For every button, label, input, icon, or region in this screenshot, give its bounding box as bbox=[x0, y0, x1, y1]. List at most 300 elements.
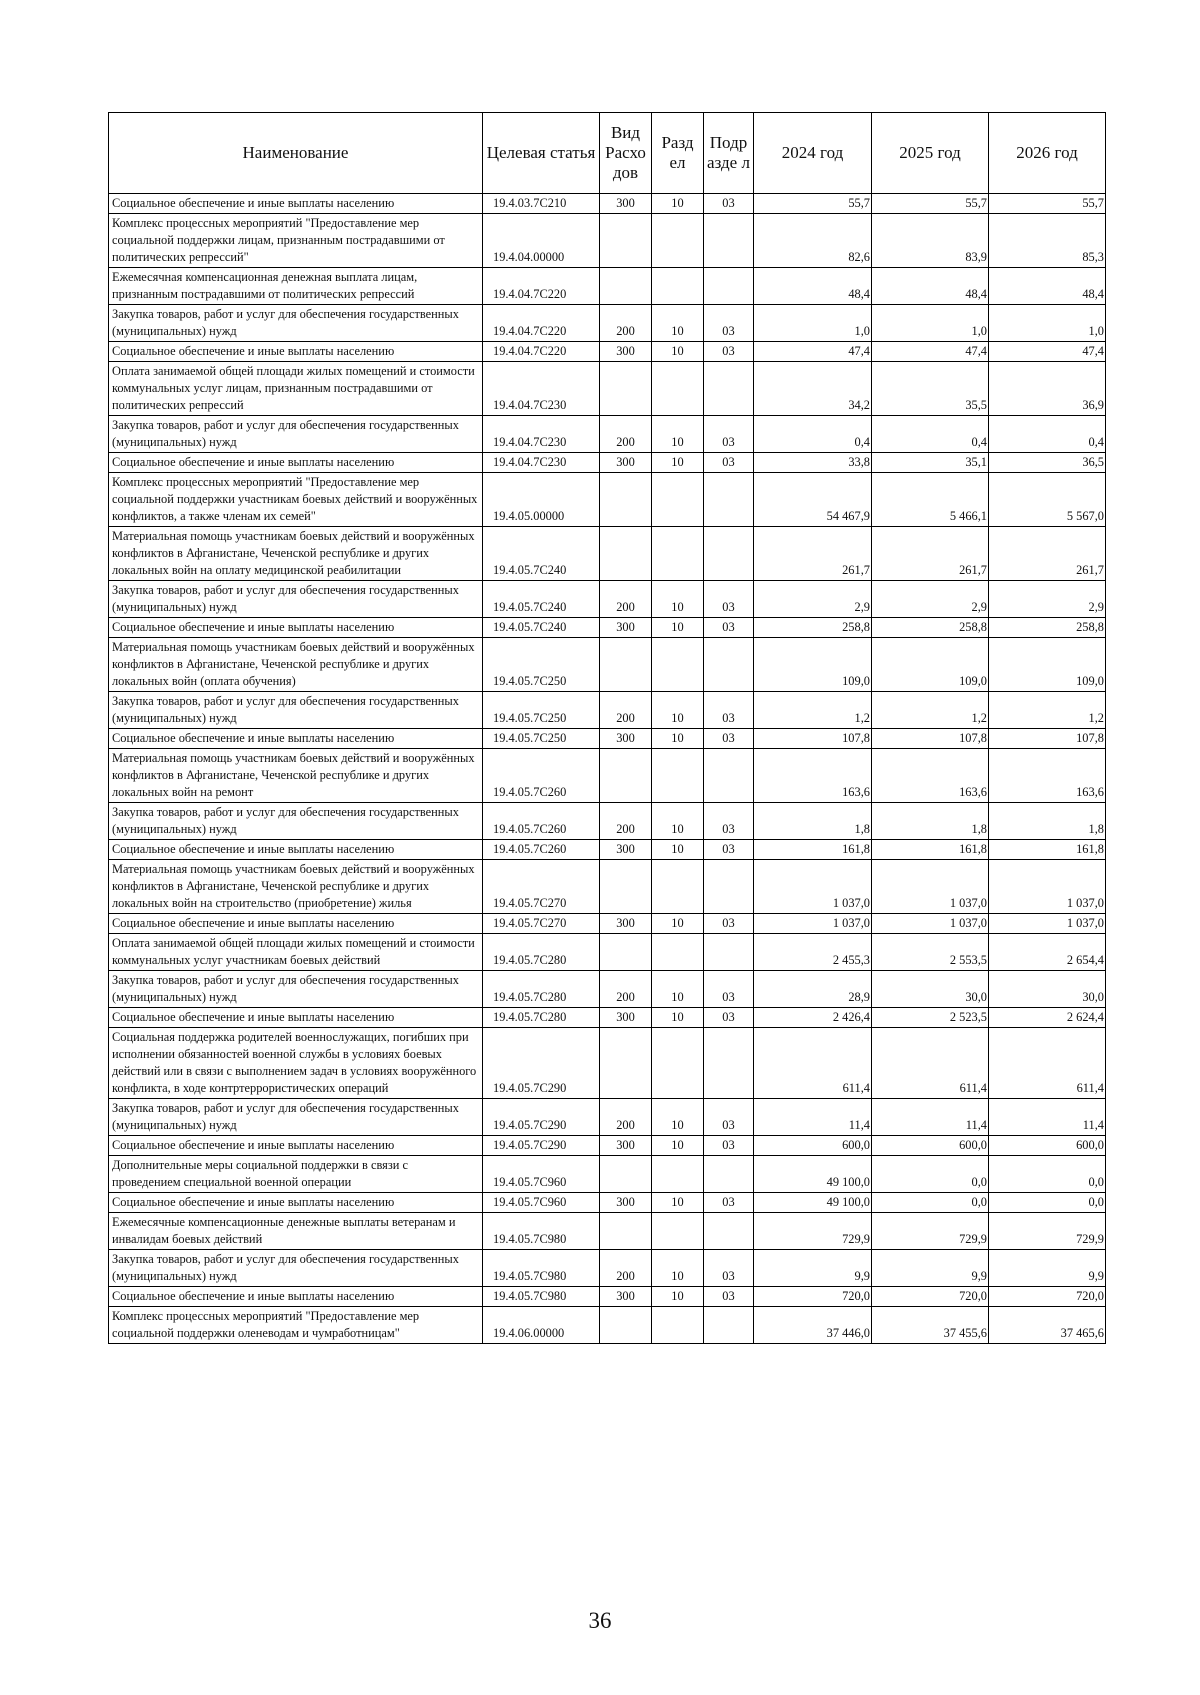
row-target-article: 19.4.05.7С260 bbox=[483, 749, 600, 803]
row-target-article: 19.4.05.7С280 bbox=[483, 934, 600, 971]
row-subsection: 03 bbox=[704, 729, 754, 749]
row-expense-type: 200 bbox=[600, 1099, 652, 1136]
row-expense-type bbox=[600, 1307, 652, 1344]
row-amount-2025: 2 553,5 bbox=[872, 934, 989, 971]
row-subsection: 03 bbox=[704, 692, 754, 729]
row-amount-2024: 34,2 bbox=[754, 362, 872, 416]
table-row bbox=[109, 342, 1106, 362]
row-section: 10 bbox=[652, 453, 704, 473]
table-row bbox=[109, 803, 1106, 840]
row-target-article: 19.4.04.00000 bbox=[483, 214, 600, 268]
row-amount-2024: 2 426,4 bbox=[754, 1008, 872, 1028]
row-amount-2026: 600,0 bbox=[989, 1136, 1106, 1156]
header-section: Разд ел bbox=[652, 113, 704, 194]
row-subsection: 03 bbox=[704, 416, 754, 453]
row-section bbox=[652, 473, 704, 527]
row-amount-2024: 54 467,9 bbox=[754, 473, 872, 527]
row-expense-type: 200 bbox=[600, 803, 652, 840]
row-amount-2026: 36,5 bbox=[989, 453, 1106, 473]
row-amount-2024: 1,8 bbox=[754, 803, 872, 840]
row-expense-type: 300 bbox=[600, 618, 652, 638]
row-amount-2026: 1,0 bbox=[989, 305, 1106, 342]
row-expense-type: 300 bbox=[600, 1136, 652, 1156]
row-expense-type bbox=[600, 860, 652, 914]
row-target-article: 19.4.05.7С270 bbox=[483, 914, 600, 934]
row-name: Социальное обеспечение и иные выплаты населению bbox=[109, 453, 483, 473]
row-amount-2026: 0,0 bbox=[989, 1193, 1106, 1213]
row-subsection bbox=[704, 1307, 754, 1344]
row-amount-2024: 107,8 bbox=[754, 729, 872, 749]
row-section: 10 bbox=[652, 342, 704, 362]
row-amount-2024: 48,4 bbox=[754, 268, 872, 305]
row-section: 10 bbox=[652, 1287, 704, 1307]
table-row bbox=[109, 971, 1106, 1008]
table-row bbox=[109, 268, 1106, 305]
row-amount-2026: 720,0 bbox=[989, 1287, 1106, 1307]
row-subsection bbox=[704, 860, 754, 914]
row-name: Закупка товаров, работ и услуг для обеспечения государственных (муниципальных) нужд bbox=[109, 416, 483, 453]
row-amount-2024: 37 446,0 bbox=[754, 1307, 872, 1344]
row-amount-2025: 1,8 bbox=[872, 803, 989, 840]
row-name: Социальное обеспечение и иные выплаты населению bbox=[109, 618, 483, 638]
row-amount-2025: 30,0 bbox=[872, 971, 989, 1008]
row-name: Комплекс процессных мероприятий "Предоставление мер социальной поддержки лицам, признанным пострадавшими от политических репрессий" bbox=[109, 214, 483, 268]
row-expense-type: 300 bbox=[600, 1193, 652, 1213]
row-expense-type bbox=[600, 362, 652, 416]
row-amount-2024: 1 037,0 bbox=[754, 914, 872, 934]
budget-table bbox=[108, 112, 1106, 1344]
row-target-article: 19.4.05.7С240 bbox=[483, 581, 600, 618]
row-amount-2026: 0,0 bbox=[989, 1156, 1106, 1193]
row-section: 10 bbox=[652, 840, 704, 860]
row-section bbox=[652, 860, 704, 914]
row-name: Оплата занимаемой общей площади жилых помещений и стоимости коммунальных услуг лицам, признанным пострадавшими от политических репрессий bbox=[109, 362, 483, 416]
header-year-2025: 2025 год bbox=[872, 113, 989, 194]
row-target-article: 19.4.05.7С270 bbox=[483, 860, 600, 914]
row-name: Социальное обеспечение и иные выплаты населению bbox=[109, 914, 483, 934]
row-amount-2026: 0,4 bbox=[989, 416, 1106, 453]
row-amount-2024: 55,7 bbox=[754, 194, 872, 214]
row-amount-2026: 1 037,0 bbox=[989, 914, 1106, 934]
row-name: Социальное обеспечение и иные выплаты населению bbox=[109, 840, 483, 860]
row-amount-2026: 37 465,6 bbox=[989, 1307, 1106, 1344]
table-row bbox=[109, 860, 1106, 914]
row-expense-type bbox=[600, 527, 652, 581]
table-row bbox=[109, 453, 1106, 473]
table-row bbox=[109, 305, 1106, 342]
table-row bbox=[109, 1008, 1106, 1028]
row-expense-type: 300 bbox=[600, 194, 652, 214]
row-amount-2024: 11,4 bbox=[754, 1099, 872, 1136]
row-amount-2026: 261,7 bbox=[989, 527, 1106, 581]
row-amount-2025: 83,9 bbox=[872, 214, 989, 268]
row-amount-2025: 1 037,0 bbox=[872, 860, 989, 914]
row-target-article: 19.4.05.00000 bbox=[483, 473, 600, 527]
row-name: Социальное обеспечение и иные выплаты населению bbox=[109, 1287, 483, 1307]
table-row bbox=[109, 1156, 1106, 1193]
row-expense-type bbox=[600, 1213, 652, 1250]
table-row bbox=[109, 914, 1106, 934]
row-amount-2025: 161,8 bbox=[872, 840, 989, 860]
row-amount-2026: 48,4 bbox=[989, 268, 1106, 305]
row-amount-2025: 35,5 bbox=[872, 362, 989, 416]
row-amount-2026: 1,8 bbox=[989, 803, 1106, 840]
table-row bbox=[109, 1213, 1106, 1250]
table-row bbox=[109, 638, 1106, 692]
row-amount-2026: 9,9 bbox=[989, 1250, 1106, 1287]
row-target-article: 19.4.04.7С230 bbox=[483, 453, 600, 473]
row-subsection bbox=[704, 1213, 754, 1250]
table-row bbox=[109, 581, 1106, 618]
row-expense-type bbox=[600, 214, 652, 268]
row-amount-2025: 35,1 bbox=[872, 453, 989, 473]
row-amount-2026: 47,4 bbox=[989, 342, 1106, 362]
row-section: 10 bbox=[652, 416, 704, 453]
table-row bbox=[109, 840, 1106, 860]
row-subsection: 03 bbox=[704, 453, 754, 473]
row-amount-2024: 2,9 bbox=[754, 581, 872, 618]
row-expense-type: 200 bbox=[600, 692, 652, 729]
row-amount-2024: 2 455,3 bbox=[754, 934, 872, 971]
row-amount-2026: 611,4 bbox=[989, 1028, 1106, 1099]
table-row bbox=[109, 1136, 1106, 1156]
row-section: 10 bbox=[652, 971, 704, 1008]
row-subsection bbox=[704, 934, 754, 971]
row-amount-2025: 1,2 bbox=[872, 692, 989, 729]
row-section: 10 bbox=[652, 1099, 704, 1136]
row-amount-2026: 109,0 bbox=[989, 638, 1106, 692]
row-section: 10 bbox=[652, 1193, 704, 1213]
row-name: Социальное обеспечение и иные выплаты населению bbox=[109, 342, 483, 362]
row-name: Материальная помощь участникам боевых действий и вооружённых конфликтов в Афганистане, Чеченской республике и других локальных войн (оплата обучения) bbox=[109, 638, 483, 692]
row-subsection bbox=[704, 1028, 754, 1099]
row-amount-2026: 2,9 bbox=[989, 581, 1106, 618]
table-row bbox=[109, 1193, 1106, 1213]
header-subsection: Подр азде л bbox=[704, 113, 754, 194]
table-row bbox=[109, 1307, 1106, 1344]
row-subsection bbox=[704, 214, 754, 268]
row-amount-2024: 9,9 bbox=[754, 1250, 872, 1287]
row-expense-type bbox=[600, 473, 652, 527]
row-section: 10 bbox=[652, 194, 704, 214]
row-amount-2025: 0,0 bbox=[872, 1193, 989, 1213]
row-section bbox=[652, 934, 704, 971]
row-name: Закупка товаров, работ и услуг для обеспечения государственных (муниципальных) нужд bbox=[109, 803, 483, 840]
row-subsection bbox=[704, 527, 754, 581]
row-name: Социальное обеспечение и иные выплаты населению bbox=[109, 729, 483, 749]
row-name: Материальная помощь участникам боевых действий и вооружённых конфликтов в Афганистане, Чеченской республике и других локальных войн на строительство (приобретение) жилья bbox=[109, 860, 483, 914]
row-name: Закупка товаров, работ и услуг для обеспечения государственных (муниципальных) нужд bbox=[109, 1250, 483, 1287]
row-amount-2025: 9,9 bbox=[872, 1250, 989, 1287]
row-amount-2025: 1,0 bbox=[872, 305, 989, 342]
row-expense-type: 300 bbox=[600, 914, 652, 934]
row-amount-2024: 47,4 bbox=[754, 342, 872, 362]
row-amount-2025: 5 466,1 bbox=[872, 473, 989, 527]
table-row bbox=[109, 934, 1106, 971]
row-target-article: 19.4.05.7С240 bbox=[483, 527, 600, 581]
row-target-article: 19.4.04.7С230 bbox=[483, 416, 600, 453]
row-section bbox=[652, 638, 704, 692]
row-name: Закупка товаров, работ и услуг для обеспечения государственных (муниципальных) нужд bbox=[109, 305, 483, 342]
row-name: Закупка товаров, работ и услуг для обеспечения государственных (муниципальных) нужд bbox=[109, 581, 483, 618]
row-section: 10 bbox=[652, 1250, 704, 1287]
row-expense-type: 300 bbox=[600, 1008, 652, 1028]
row-target-article: 19.4.05.7С960 bbox=[483, 1156, 600, 1193]
row-target-article: 19.4.05.7С980 bbox=[483, 1213, 600, 1250]
row-expense-type bbox=[600, 1028, 652, 1099]
row-target-article: 19.4.05.7С250 bbox=[483, 638, 600, 692]
row-section: 10 bbox=[652, 803, 704, 840]
table-row bbox=[109, 618, 1106, 638]
table-row bbox=[109, 749, 1106, 803]
row-subsection: 03 bbox=[704, 1250, 754, 1287]
row-amount-2024: 720,0 bbox=[754, 1287, 872, 1307]
row-name: Закупка товаров, работ и услуг для обеспечения государственных (муниципальных) нужд bbox=[109, 692, 483, 729]
row-amount-2025: 107,8 bbox=[872, 729, 989, 749]
row-subsection bbox=[704, 473, 754, 527]
row-expense-type bbox=[600, 934, 652, 971]
row-target-article: 19.4.05.7С250 bbox=[483, 729, 600, 749]
table-row bbox=[109, 729, 1106, 749]
row-amount-2026: 163,6 bbox=[989, 749, 1106, 803]
row-amount-2025: 0,0 bbox=[872, 1156, 989, 1193]
row-amount-2024: 49 100,0 bbox=[754, 1156, 872, 1193]
header-expense-type: Вид Расхо дов bbox=[600, 113, 652, 194]
row-name: Оплата занимаемой общей площади жилых помещений и стоимости коммунальных услуг участникам боевых действий bbox=[109, 934, 483, 971]
row-amount-2025: 720,0 bbox=[872, 1287, 989, 1307]
row-name: Социальное обеспечение и иные выплаты населению bbox=[109, 1193, 483, 1213]
table-body bbox=[109, 194, 1106, 1344]
row-name: Социальное обеспечение и иные выплаты населению bbox=[109, 1136, 483, 1156]
table-row bbox=[109, 692, 1106, 729]
row-name: Закупка товаров, работ и услуг для обеспечения государственных (муниципальных) нужд bbox=[109, 971, 483, 1008]
row-subsection: 03 bbox=[704, 581, 754, 618]
row-subsection: 03 bbox=[704, 1287, 754, 1307]
row-name: Материальная помощь участникам боевых действий и вооружённых конфликтов в Афганистане, Чеченской республике и других локальных войн на ремонт bbox=[109, 749, 483, 803]
row-target-article: 19.4.05.7С980 bbox=[483, 1287, 600, 1307]
row-target-article: 19.4.05.7С250 bbox=[483, 692, 600, 729]
row-section bbox=[652, 268, 704, 305]
row-expense-type: 300 bbox=[600, 729, 652, 749]
row-amount-2026: 1,2 bbox=[989, 692, 1106, 729]
row-amount-2026: 85,3 bbox=[989, 214, 1106, 268]
row-expense-type: 200 bbox=[600, 1250, 652, 1287]
row-amount-2026: 161,8 bbox=[989, 840, 1106, 860]
row-amount-2026: 107,8 bbox=[989, 729, 1106, 749]
row-target-article: 19.4.03.7С210 bbox=[483, 194, 600, 214]
header-year-2024: 2024 год bbox=[754, 113, 872, 194]
row-subsection: 03 bbox=[704, 342, 754, 362]
row-amount-2024: 0,4 bbox=[754, 416, 872, 453]
header-name: Наименование bbox=[109, 113, 483, 194]
row-target-article: 19.4.05.7С960 bbox=[483, 1193, 600, 1213]
row-subsection bbox=[704, 1156, 754, 1193]
row-amount-2024: 1,2 bbox=[754, 692, 872, 729]
row-section: 10 bbox=[652, 618, 704, 638]
row-section: 10 bbox=[652, 1008, 704, 1028]
row-subsection: 03 bbox=[704, 1099, 754, 1136]
row-amount-2024: 1,0 bbox=[754, 305, 872, 342]
table-row bbox=[109, 416, 1106, 453]
page-number: 36 bbox=[588, 1608, 612, 1633]
row-target-article: 19.4.04.7С220 bbox=[483, 268, 600, 305]
row-subsection: 03 bbox=[704, 305, 754, 342]
row-name: Социальное обеспечение и иные выплаты населению bbox=[109, 1008, 483, 1028]
row-amount-2025: 2 523,5 bbox=[872, 1008, 989, 1028]
row-name: Комплекс процессных мероприятий "Предоставление мер социальной поддержки оленеводам и чумработницам" bbox=[109, 1307, 483, 1344]
row-amount-2025: 11,4 bbox=[872, 1099, 989, 1136]
row-amount-2024: 49 100,0 bbox=[754, 1193, 872, 1213]
row-amount-2025: 729,9 bbox=[872, 1213, 989, 1250]
row-amount-2024: 33,8 bbox=[754, 453, 872, 473]
row-amount-2025: 0,4 bbox=[872, 416, 989, 453]
row-subsection: 03 bbox=[704, 914, 754, 934]
row-section: 10 bbox=[652, 692, 704, 729]
table-row bbox=[109, 527, 1106, 581]
row-target-article: 19.4.06.00000 bbox=[483, 1307, 600, 1344]
row-subsection bbox=[704, 749, 754, 803]
row-name: Социальная поддержка родителей военнослужащих, погибших при исполнении обязанностей военной службы в условиях боевых действий или в связи с выполнением задач в условиях вооружённого конфликта, в ходе контртеррористических операций bbox=[109, 1028, 483, 1099]
row-amount-2024: 729,9 bbox=[754, 1213, 872, 1250]
row-expense-type: 300 bbox=[600, 1287, 652, 1307]
row-section bbox=[652, 527, 704, 581]
row-expense-type bbox=[600, 268, 652, 305]
row-subsection: 03 bbox=[704, 194, 754, 214]
row-amount-2024: 261,7 bbox=[754, 527, 872, 581]
row-amount-2026: 1 037,0 bbox=[989, 860, 1106, 914]
row-expense-type: 200 bbox=[600, 305, 652, 342]
table-row bbox=[109, 1287, 1106, 1307]
row-amount-2026: 5 567,0 bbox=[989, 473, 1106, 527]
row-name: Ежемесячные компенсационные денежные выплаты ветеранам и инвалидам боевых действий bbox=[109, 1213, 483, 1250]
row-name: Комплекс процессных мероприятий "Предоставление мер социальной поддержки участникам боевых действий и вооружённых конфликтов, а также членам их семей" bbox=[109, 473, 483, 527]
row-amount-2024: 611,4 bbox=[754, 1028, 872, 1099]
row-name: Дополнительные меры социальной поддержки в связи с проведением специальной военной операции bbox=[109, 1156, 483, 1193]
budget-sheet bbox=[108, 112, 1105, 1344]
row-expense-type: 300 bbox=[600, 453, 652, 473]
row-expense-type bbox=[600, 638, 652, 692]
table-header-row bbox=[109, 113, 1106, 194]
row-name: Закупка товаров, работ и услуг для обеспечения государственных (муниципальных) нужд bbox=[109, 1099, 483, 1136]
row-amount-2026: 2 654,4 bbox=[989, 934, 1106, 971]
table-row bbox=[109, 362, 1106, 416]
row-amount-2024: 600,0 bbox=[754, 1136, 872, 1156]
row-amount-2025: 109,0 bbox=[872, 638, 989, 692]
row-target-article: 19.4.04.7С230 bbox=[483, 362, 600, 416]
row-section: 10 bbox=[652, 1136, 704, 1156]
row-expense-type: 300 bbox=[600, 840, 652, 860]
row-amount-2026: 36,9 bbox=[989, 362, 1106, 416]
row-target-article: 19.4.05.7С290 bbox=[483, 1099, 600, 1136]
row-target-article: 19.4.04.7С220 bbox=[483, 342, 600, 362]
row-amount-2024: 258,8 bbox=[754, 618, 872, 638]
row-amount-2025: 37 455,6 bbox=[872, 1307, 989, 1344]
row-expense-type: 300 bbox=[600, 342, 652, 362]
row-expense-type: 200 bbox=[600, 416, 652, 453]
table-row bbox=[109, 473, 1106, 527]
table-row bbox=[109, 1099, 1106, 1136]
row-target-article: 19.4.05.7С290 bbox=[483, 1136, 600, 1156]
row-target-article: 19.4.05.7С260 bbox=[483, 803, 600, 840]
row-amount-2024: 82,6 bbox=[754, 214, 872, 268]
row-target-article: 19.4.05.7С280 bbox=[483, 971, 600, 1008]
row-amount-2026: 258,8 bbox=[989, 618, 1106, 638]
row-amount-2025: 47,4 bbox=[872, 342, 989, 362]
row-expense-type bbox=[600, 1156, 652, 1193]
row-name: Ежемесячная компенсационная денежная выплата лицам, признанным пострадавшими от политических репрессий bbox=[109, 268, 483, 305]
row-section: 10 bbox=[652, 729, 704, 749]
row-section: 10 bbox=[652, 581, 704, 618]
row-amount-2026: 55,7 bbox=[989, 194, 1106, 214]
row-target-article: 19.4.05.7С280 bbox=[483, 1008, 600, 1028]
row-subsection: 03 bbox=[704, 803, 754, 840]
row-amount-2026: 11,4 bbox=[989, 1099, 1106, 1136]
row-amount-2024: 28,9 bbox=[754, 971, 872, 1008]
row-amount-2025: 163,6 bbox=[872, 749, 989, 803]
row-target-article: 19.4.05.7С240 bbox=[483, 618, 600, 638]
row-amount-2024: 163,6 bbox=[754, 749, 872, 803]
header-target-article: Целевая статья bbox=[483, 113, 600, 194]
row-target-article: 19.4.04.7С220 bbox=[483, 305, 600, 342]
row-section: 10 bbox=[652, 914, 704, 934]
row-subsection: 03 bbox=[704, 618, 754, 638]
row-expense-type bbox=[600, 749, 652, 803]
table-row bbox=[109, 214, 1106, 268]
row-expense-type: 200 bbox=[600, 581, 652, 618]
table-row bbox=[109, 1250, 1106, 1287]
row-name: Социальное обеспечение и иные выплаты населению bbox=[109, 194, 483, 214]
row-section: 10 bbox=[652, 305, 704, 342]
row-amount-2024: 109,0 bbox=[754, 638, 872, 692]
row-name: Материальная помощь участникам боевых действий и вооружённых конфликтов в Афганистане, Чеченской республике и других локальных войн на оплату медицинской реабилитации bbox=[109, 527, 483, 581]
row-amount-2024: 1 037,0 bbox=[754, 860, 872, 914]
row-target-article: 19.4.05.7С260 bbox=[483, 840, 600, 860]
row-section bbox=[652, 1028, 704, 1099]
row-amount-2025: 55,7 bbox=[872, 194, 989, 214]
row-section bbox=[652, 1213, 704, 1250]
row-section bbox=[652, 749, 704, 803]
row-expense-type: 200 bbox=[600, 971, 652, 1008]
row-section bbox=[652, 1307, 704, 1344]
row-amount-2025: 611,4 bbox=[872, 1028, 989, 1099]
row-subsection bbox=[704, 268, 754, 305]
row-amount-2025: 1 037,0 bbox=[872, 914, 989, 934]
row-section bbox=[652, 362, 704, 416]
row-subsection: 03 bbox=[704, 1008, 754, 1028]
row-amount-2025: 48,4 bbox=[872, 268, 989, 305]
row-section bbox=[652, 214, 704, 268]
row-amount-2026: 729,9 bbox=[989, 1213, 1106, 1250]
table-row bbox=[109, 194, 1106, 214]
row-subsection bbox=[704, 362, 754, 416]
row-subsection bbox=[704, 638, 754, 692]
row-subsection: 03 bbox=[704, 971, 754, 1008]
row-subsection: 03 bbox=[704, 1136, 754, 1156]
row-section bbox=[652, 1156, 704, 1193]
row-amount-2024: 161,8 bbox=[754, 840, 872, 860]
header-year-2026: 2026 год bbox=[989, 113, 1106, 194]
row-amount-2026: 2 624,4 bbox=[989, 1008, 1106, 1028]
row-amount-2025: 258,8 bbox=[872, 618, 989, 638]
row-subsection: 03 bbox=[704, 1193, 754, 1213]
row-subsection: 03 bbox=[704, 840, 754, 860]
row-target-article: 19.4.05.7С980 bbox=[483, 1250, 600, 1287]
row-target-article: 19.4.05.7С290 bbox=[483, 1028, 600, 1099]
row-amount-2025: 261,7 bbox=[872, 527, 989, 581]
row-amount-2026: 30,0 bbox=[989, 971, 1106, 1008]
row-amount-2025: 600,0 bbox=[872, 1136, 989, 1156]
row-amount-2025: 2,9 bbox=[872, 581, 989, 618]
